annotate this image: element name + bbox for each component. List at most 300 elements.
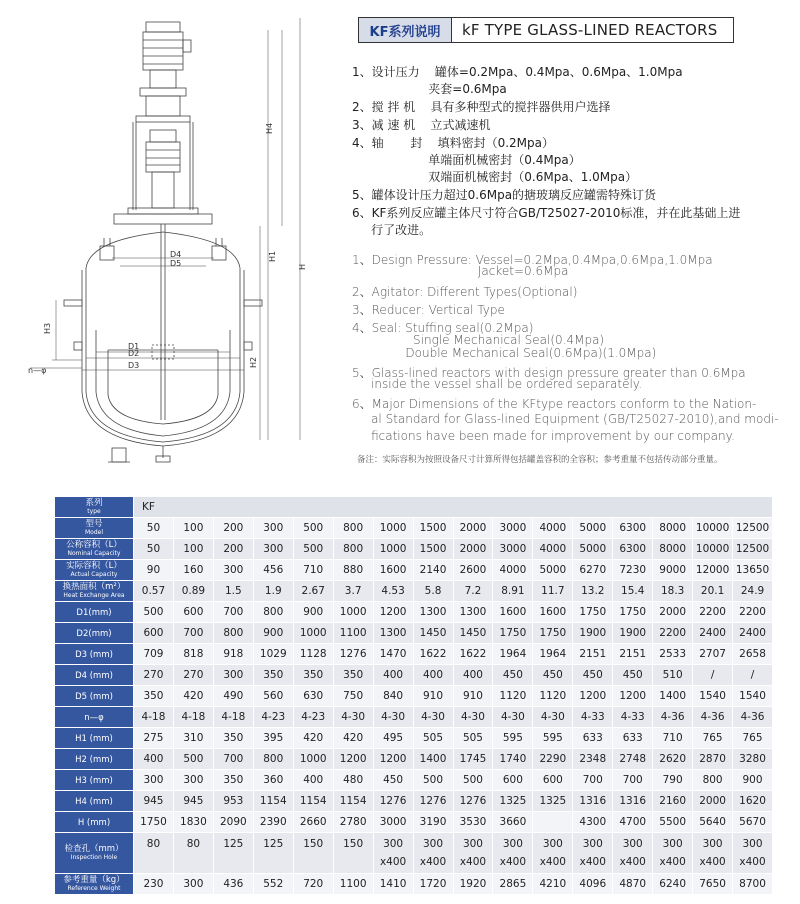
table-cell: 4210 [533, 874, 573, 895]
label-h1: H1 [268, 250, 277, 262]
table-cell: 2600 [454, 560, 494, 581]
table-row [55, 833, 773, 874]
table-cell: 750 [334, 686, 374, 707]
cn-line: 行了改进。 [352, 223, 432, 237]
table-cell: 3000 [493, 518, 533, 539]
table-cell: 630 [294, 686, 334, 707]
table-cell: 50 [134, 518, 174, 539]
table-cell: 552 [254, 874, 294, 895]
table-cell: 6240 [653, 874, 693, 895]
table-cell: 300 x400 [613, 833, 653, 874]
table-cell: 450 [374, 770, 414, 791]
table-cell: 910 [414, 686, 454, 707]
table-cell: 90 [134, 560, 174, 581]
table-cell: 400 [134, 749, 174, 770]
row-header-cn: 换热面积（m²） [62, 582, 126, 592]
en-line: inside the vessel shall be ordered separately. [352, 377, 643, 391]
table-cell: 2000 [693, 791, 733, 812]
table-cell: 1400 [414, 749, 454, 770]
table-cell: / [693, 665, 733, 686]
table-cell: 500 [294, 518, 334, 539]
table-cell: 2620 [653, 749, 693, 770]
table-cell: 1300 [374, 623, 414, 644]
row-header-label: H (mm) [77, 818, 111, 828]
table-cell: 709 [134, 644, 174, 665]
table-cell: 1622 [454, 644, 494, 665]
table-cell: 9000 [653, 560, 693, 581]
table-cell: 4-18 [134, 707, 174, 728]
table-cell: 200 [214, 539, 254, 560]
row-header [55, 602, 134, 623]
en-line: 3、Reducer: Vertical Type [352, 303, 505, 317]
table-cell: 150 [334, 833, 374, 874]
row-header-en: type [87, 508, 101, 515]
table-cell: 2865 [493, 874, 533, 895]
table-cell: 900 [254, 623, 294, 644]
row-header-label: D1(mm) [76, 608, 112, 618]
table-cell: 1500 [414, 518, 454, 539]
table-cell: 350 [334, 665, 374, 686]
table-row [55, 623, 773, 644]
table-row [55, 560, 773, 581]
table-cell: 7230 [613, 560, 653, 581]
table-cell: 700 [214, 602, 254, 623]
table-cell: 1540 [733, 686, 773, 707]
table-cell: 350 [294, 665, 334, 686]
table-row [55, 581, 773, 602]
table-cell: 710 [294, 560, 334, 581]
table-cell: 953 [214, 791, 254, 812]
table-cell: 350 [254, 665, 294, 686]
en-line: Double Mechanical Seal(0.6Mpa)(1.0Mpa) [352, 346, 657, 360]
table-cell: 800 [334, 518, 374, 539]
cn-line: 2、搅 拌 机 具有多种型式的搅拌器供用户选择 [352, 100, 611, 114]
table-cell: 1100 [334, 874, 374, 895]
table-row [55, 791, 773, 812]
table-cell: 300 x400 [414, 833, 454, 874]
table-cell: 2000 [653, 602, 693, 623]
table-cell: 5.8 [414, 581, 454, 602]
cn-line: 1、设计压力 罐体=0.2Mpa、0.4Mpa、0.6Mpa、1.0Mpa [352, 65, 683, 79]
table-cell: 1200 [374, 602, 414, 623]
table-cell: 300 x400 [454, 833, 494, 874]
table-cell: 880 [334, 560, 374, 581]
table-cell: 3.7 [334, 581, 374, 602]
table-cell: 450 [573, 665, 613, 686]
table-cell: 2748 [613, 749, 653, 770]
table-cell: 2000 [454, 539, 494, 560]
title-cn: KF系列说明 [359, 18, 452, 42]
row-header-label: H3 (mm) [75, 776, 113, 786]
table-cell: 1750 [134, 812, 174, 833]
table-cell: 945 [174, 791, 214, 812]
table-cell: 3000 [493, 539, 533, 560]
label-h3: H3 [43, 322, 52, 334]
table-cell: 2.67 [294, 581, 334, 602]
table-cell: 1276 [414, 791, 454, 812]
table-cell: 765 [693, 728, 733, 749]
title-en: kF TYPE GLASS-LINED REACTORS [462, 21, 718, 39]
cn-line: 6、KF系列反应罐主体尺寸符合GB/T25027-2010标准，并在此基础上进 [352, 206, 741, 220]
table-cell: 1540 [693, 686, 733, 707]
table-cell: 10000 [693, 518, 733, 539]
table-cell: 1400 [653, 686, 693, 707]
table-cell: 1740 [493, 749, 533, 770]
row-header-label: D3 (mm) [75, 650, 113, 660]
table-cell: 1500 [414, 539, 454, 560]
table-cell: 633 [613, 728, 653, 749]
table-cell: 720 [294, 874, 334, 895]
table-cell: 4300 [573, 812, 613, 833]
table-cell: 4000 [533, 518, 573, 539]
table-cell: 100 [174, 518, 214, 539]
table-cell: 13650 [733, 560, 773, 581]
table-cell: 13.2 [573, 581, 613, 602]
table-cell: 8700 [733, 874, 773, 895]
table-cell: 2151 [573, 644, 613, 665]
table-cell: 1750 [493, 623, 533, 644]
table-cell: 4-33 [613, 707, 653, 728]
table-cell: 700 [174, 623, 214, 644]
table-cell: 5500 [653, 812, 693, 833]
en-line: 5、Glass-lined reactors with design pressure greater than 0.6Mpa [352, 366, 746, 380]
table-cell: 4-30 [334, 707, 374, 728]
row-header [55, 686, 134, 707]
table-cell: 1964 [533, 644, 573, 665]
table-cell: 510 [653, 665, 693, 686]
table-cell: 1920 [454, 874, 494, 895]
table-cell: 12500 [733, 539, 773, 560]
table-cell: 4-36 [733, 707, 773, 728]
table-cell: 1300 [414, 602, 454, 623]
row-header [55, 623, 134, 644]
table-cell: 125 [254, 833, 294, 874]
table-row [55, 728, 773, 749]
en-line: fications have been made for improvement by our company. [352, 429, 735, 443]
table-row [55, 749, 773, 770]
table-row [55, 665, 773, 686]
row-header [55, 539, 134, 560]
table-cell: 700 [573, 770, 613, 791]
label-d2: D2 [128, 349, 140, 358]
table-cell: 400 [454, 665, 494, 686]
table-cell: 1830 [174, 812, 214, 833]
table-cell: 5000 [573, 518, 613, 539]
table-cell: 300 x400 [693, 833, 733, 874]
table-cell: 24.9 [733, 581, 773, 602]
row-header-label: H1 (mm) [75, 734, 113, 744]
table-cell: 2533 [653, 644, 693, 665]
table-cell: 4-18 [174, 707, 214, 728]
table-cell: 300 x400 [533, 833, 573, 874]
table-row [55, 686, 773, 707]
table-cell: 560 [254, 686, 294, 707]
table-cell: 2400 [733, 623, 773, 644]
table-cell: 1120 [493, 686, 533, 707]
table-cell: 1450 [414, 623, 454, 644]
table-cell: 1410 [374, 874, 414, 895]
table-cell: 350 [214, 728, 254, 749]
table-cell: 420 [174, 686, 214, 707]
table-cell: 1964 [493, 644, 533, 665]
table-cell: 2870 [693, 749, 733, 770]
table-cell: 2200 [733, 602, 773, 623]
row-header [55, 707, 134, 728]
table-cell: 2140 [414, 560, 454, 581]
table-cell: 420 [334, 728, 374, 749]
table-row-series [55, 497, 773, 518]
table-cell: 2780 [334, 812, 374, 833]
table-cell: 2000 [454, 518, 494, 539]
table-cell: 1.5 [214, 581, 254, 602]
row-header-cn: 系列 [85, 498, 103, 508]
table-cell: 2290 [533, 749, 573, 770]
table-cell: 0.89 [174, 581, 214, 602]
table-cell: 1154 [294, 791, 334, 812]
table-cell: 450 [533, 665, 573, 686]
label-d1: D1 [128, 342, 140, 351]
table-cell: 300 x400 [493, 833, 533, 874]
table-cell: 450 [613, 665, 653, 686]
table-cell: 1750 [573, 602, 613, 623]
cn-line: 双端面机械密封（0.6Mpa、1.0Mpa） [352, 170, 638, 184]
table-cell: 1325 [533, 791, 573, 812]
table-cell: 6300 [613, 518, 653, 539]
label-n-phi: n—φ [28, 366, 47, 375]
table-cell: 765 [733, 728, 773, 749]
table-cell: 2200 [693, 602, 733, 623]
table-cell: 1750 [613, 602, 653, 623]
table-row [55, 539, 773, 560]
table-cell: 270 [174, 665, 214, 686]
en-line: Single Mechanical Seal(0.4Mpa) [352, 333, 605, 347]
table-cell: 800 [254, 749, 294, 770]
label-h4: H4 [265, 122, 274, 134]
table-cell: 595 [533, 728, 573, 749]
row-header-label: D5 (mm) [75, 692, 113, 702]
row-header-en: Actual Capacity [70, 571, 118, 578]
table-cell: 0.57 [134, 581, 174, 602]
en-line: 6、Major Dimensions of the KFtype reactors conform to the Nation- [352, 397, 757, 411]
table-cell: 1276 [454, 791, 494, 812]
remark-note: 备注：实际容积为按照设备尺寸计算所得包括罐盖容积的全容积；参考重量不包括传动部分重量。 [357, 455, 723, 465]
table-cell: 5640 [693, 812, 733, 833]
table-cell: 300 [254, 539, 294, 560]
table-cell: 945 [134, 791, 174, 812]
table-cell: KF [134, 497, 773, 518]
table-cell: 1154 [254, 791, 294, 812]
table-cell: 80 [174, 833, 214, 874]
table-cell: 18.3 [653, 581, 693, 602]
table-cell: 710 [653, 728, 693, 749]
table-cell: 790 [653, 770, 693, 791]
table-cell: 600 [174, 602, 214, 623]
table-cell: 350 [134, 686, 174, 707]
table-cell: 4-30 [414, 707, 454, 728]
table-cell: 1600 [533, 602, 573, 623]
table-cell: 1000 [334, 602, 374, 623]
table-cell: 7.2 [454, 581, 494, 602]
table-cell: 3530 [454, 812, 494, 833]
table-cell: 495 [374, 728, 414, 749]
label-d3: D3 [128, 361, 140, 370]
table-cell: 1600 [493, 602, 533, 623]
table-cell: 11.7 [533, 581, 573, 602]
row-header-label: H2 (mm) [75, 755, 113, 765]
table-cell: 4-18 [214, 707, 254, 728]
row-header-cn: 检查孔（mm） [64, 844, 124, 854]
cn-line: 3、减 速 机 立式减速机 [352, 118, 491, 132]
table-row [55, 602, 773, 623]
table-row [55, 812, 773, 833]
table-cell: 1750 [533, 623, 573, 644]
table-cell: 4700 [613, 812, 653, 833]
row-header [55, 812, 134, 833]
table-cell: 1200 [573, 686, 613, 707]
table-cell: 4-23 [254, 707, 294, 728]
table-cell: 918 [214, 644, 254, 665]
row-header-label: H4 (mm) [75, 797, 113, 807]
table-cell: 700 [613, 770, 653, 791]
table-cell: 350 [214, 770, 254, 791]
title-box [358, 17, 734, 43]
table-cell: 4.53 [374, 581, 414, 602]
table-cell: 4000 [493, 560, 533, 581]
table-cell: 15.4 [613, 581, 653, 602]
table-cell: 1120 [533, 686, 573, 707]
table-cell: 1000 [294, 749, 334, 770]
table-cell: 800 [254, 602, 294, 623]
table-cell: 500 [134, 602, 174, 623]
table-cell: 4-36 [653, 707, 693, 728]
table-cell: 300 [174, 874, 214, 895]
table-cell: 1470 [374, 644, 414, 665]
label-h: H [298, 263, 307, 270]
en-line: 2、Agitator: Different Types(Optional) [352, 285, 578, 299]
label-d4: D4 [170, 250, 182, 259]
table-cell: 3000 [374, 812, 414, 833]
table-row [55, 644, 773, 665]
table-cell: 1128 [294, 644, 334, 665]
table-cell: 310 [174, 728, 214, 749]
table-cell: 2200 [653, 623, 693, 644]
label-d5: D5 [170, 259, 182, 268]
cn-line: 5、罐体设计压力超过0.6Mpa的搪玻璃反应罐需特殊订货 [352, 188, 657, 202]
table-cell: 3280 [733, 749, 773, 770]
table-cell: 395 [254, 728, 294, 749]
row-header [55, 728, 134, 749]
table-cell: 420 [294, 728, 334, 749]
row-header [55, 833, 134, 874]
table-cell: 160 [174, 560, 214, 581]
row-header-en: Model [84, 529, 103, 536]
en-line: 1、Design Pressure: Vessel=0.2Mpa,0.4Mpa,0.6Mpa,1.0Mpa [352, 253, 713, 267]
row-header [55, 665, 134, 686]
table-cell: 3660 [493, 812, 533, 833]
table-cell: 4-30 [374, 707, 414, 728]
table-cell: 12000 [693, 560, 733, 581]
table-cell: 50 [134, 539, 174, 560]
table-cell: 4-30 [454, 707, 494, 728]
table-cell: 600 [493, 770, 533, 791]
table-cell: 2348 [573, 749, 613, 770]
table-cell: 456 [254, 560, 294, 581]
table-cell: 2400 [693, 623, 733, 644]
table-cell: 6270 [573, 560, 613, 581]
reactor-drawing [0, 0, 330, 480]
table-cell: 360 [254, 770, 294, 791]
table-cell: 1316 [573, 791, 613, 812]
table-cell: 300 x400 [374, 833, 414, 874]
table-cell: 230 [134, 874, 174, 895]
table-cell: 300 [214, 560, 254, 581]
table-cell: 20.1 [693, 581, 733, 602]
spec-table [55, 497, 773, 895]
table-cell: 2390 [254, 812, 294, 833]
table-cell: 1745 [454, 749, 494, 770]
table-cell: 2658 [733, 644, 773, 665]
table-cell: 125 [214, 833, 254, 874]
table-cell: 1900 [573, 623, 613, 644]
table-cell: 5670 [733, 812, 773, 833]
row-header [55, 644, 134, 665]
table-cell: 10000 [693, 539, 733, 560]
row-header-en: Inspection Hole [70, 854, 118, 861]
table-cell: 480 [334, 770, 374, 791]
table-cell: 505 [454, 728, 494, 749]
table-cell: 8000 [653, 539, 693, 560]
table-cell: 8000 [653, 518, 693, 539]
table-cell: 840 [374, 686, 414, 707]
table-cell: 4-30 [493, 707, 533, 728]
table-cell: 4-33 [573, 707, 613, 728]
table-cell: 800 [214, 623, 254, 644]
table-cell: 12500 [733, 518, 773, 539]
table-cell: 5000 [573, 539, 613, 560]
table-cell: 4-30 [533, 707, 573, 728]
table-cell: 600 [134, 623, 174, 644]
table-cell: 1325 [493, 791, 533, 812]
en-line: al Standard for Glass-lined Equipment (GB/T25027-2010),and modi- [352, 412, 779, 426]
en-line: Jacket=0.6Mpa [352, 264, 569, 278]
row-header [55, 874, 134, 895]
table-cell: 300 x400 [653, 833, 693, 874]
table-row [55, 874, 773, 895]
table-cell: 1029 [254, 644, 294, 665]
cn-line: 单端面机械密封（0.4Mpa） [352, 153, 581, 167]
table-cell: 300 [254, 518, 294, 539]
row-header [55, 749, 134, 770]
table-cell: 4870 [613, 874, 653, 895]
table-cell [533, 812, 573, 833]
row-header-label: D2(mm) [76, 629, 112, 639]
row-header-cn: 实际容积（L） [66, 561, 122, 571]
table-cell: 1276 [334, 644, 374, 665]
table-cell: 900 [733, 770, 773, 791]
table-cell: 300 [214, 665, 254, 686]
table-cell: 600 [533, 770, 573, 791]
table-cell: 1200 [374, 749, 414, 770]
table-cell: 2660 [294, 812, 334, 833]
table-cell: 500 [174, 749, 214, 770]
row-header-en: Nominal Capacity [67, 550, 121, 557]
table-cell: 4000 [533, 539, 573, 560]
table-cell: 500 [414, 770, 454, 791]
cn-line: 夹套=0.6Mpa [352, 82, 507, 96]
table-cell: 4096 [573, 874, 613, 895]
table-cell: 1000 [374, 518, 414, 539]
table-cell: 4-23 [294, 707, 334, 728]
